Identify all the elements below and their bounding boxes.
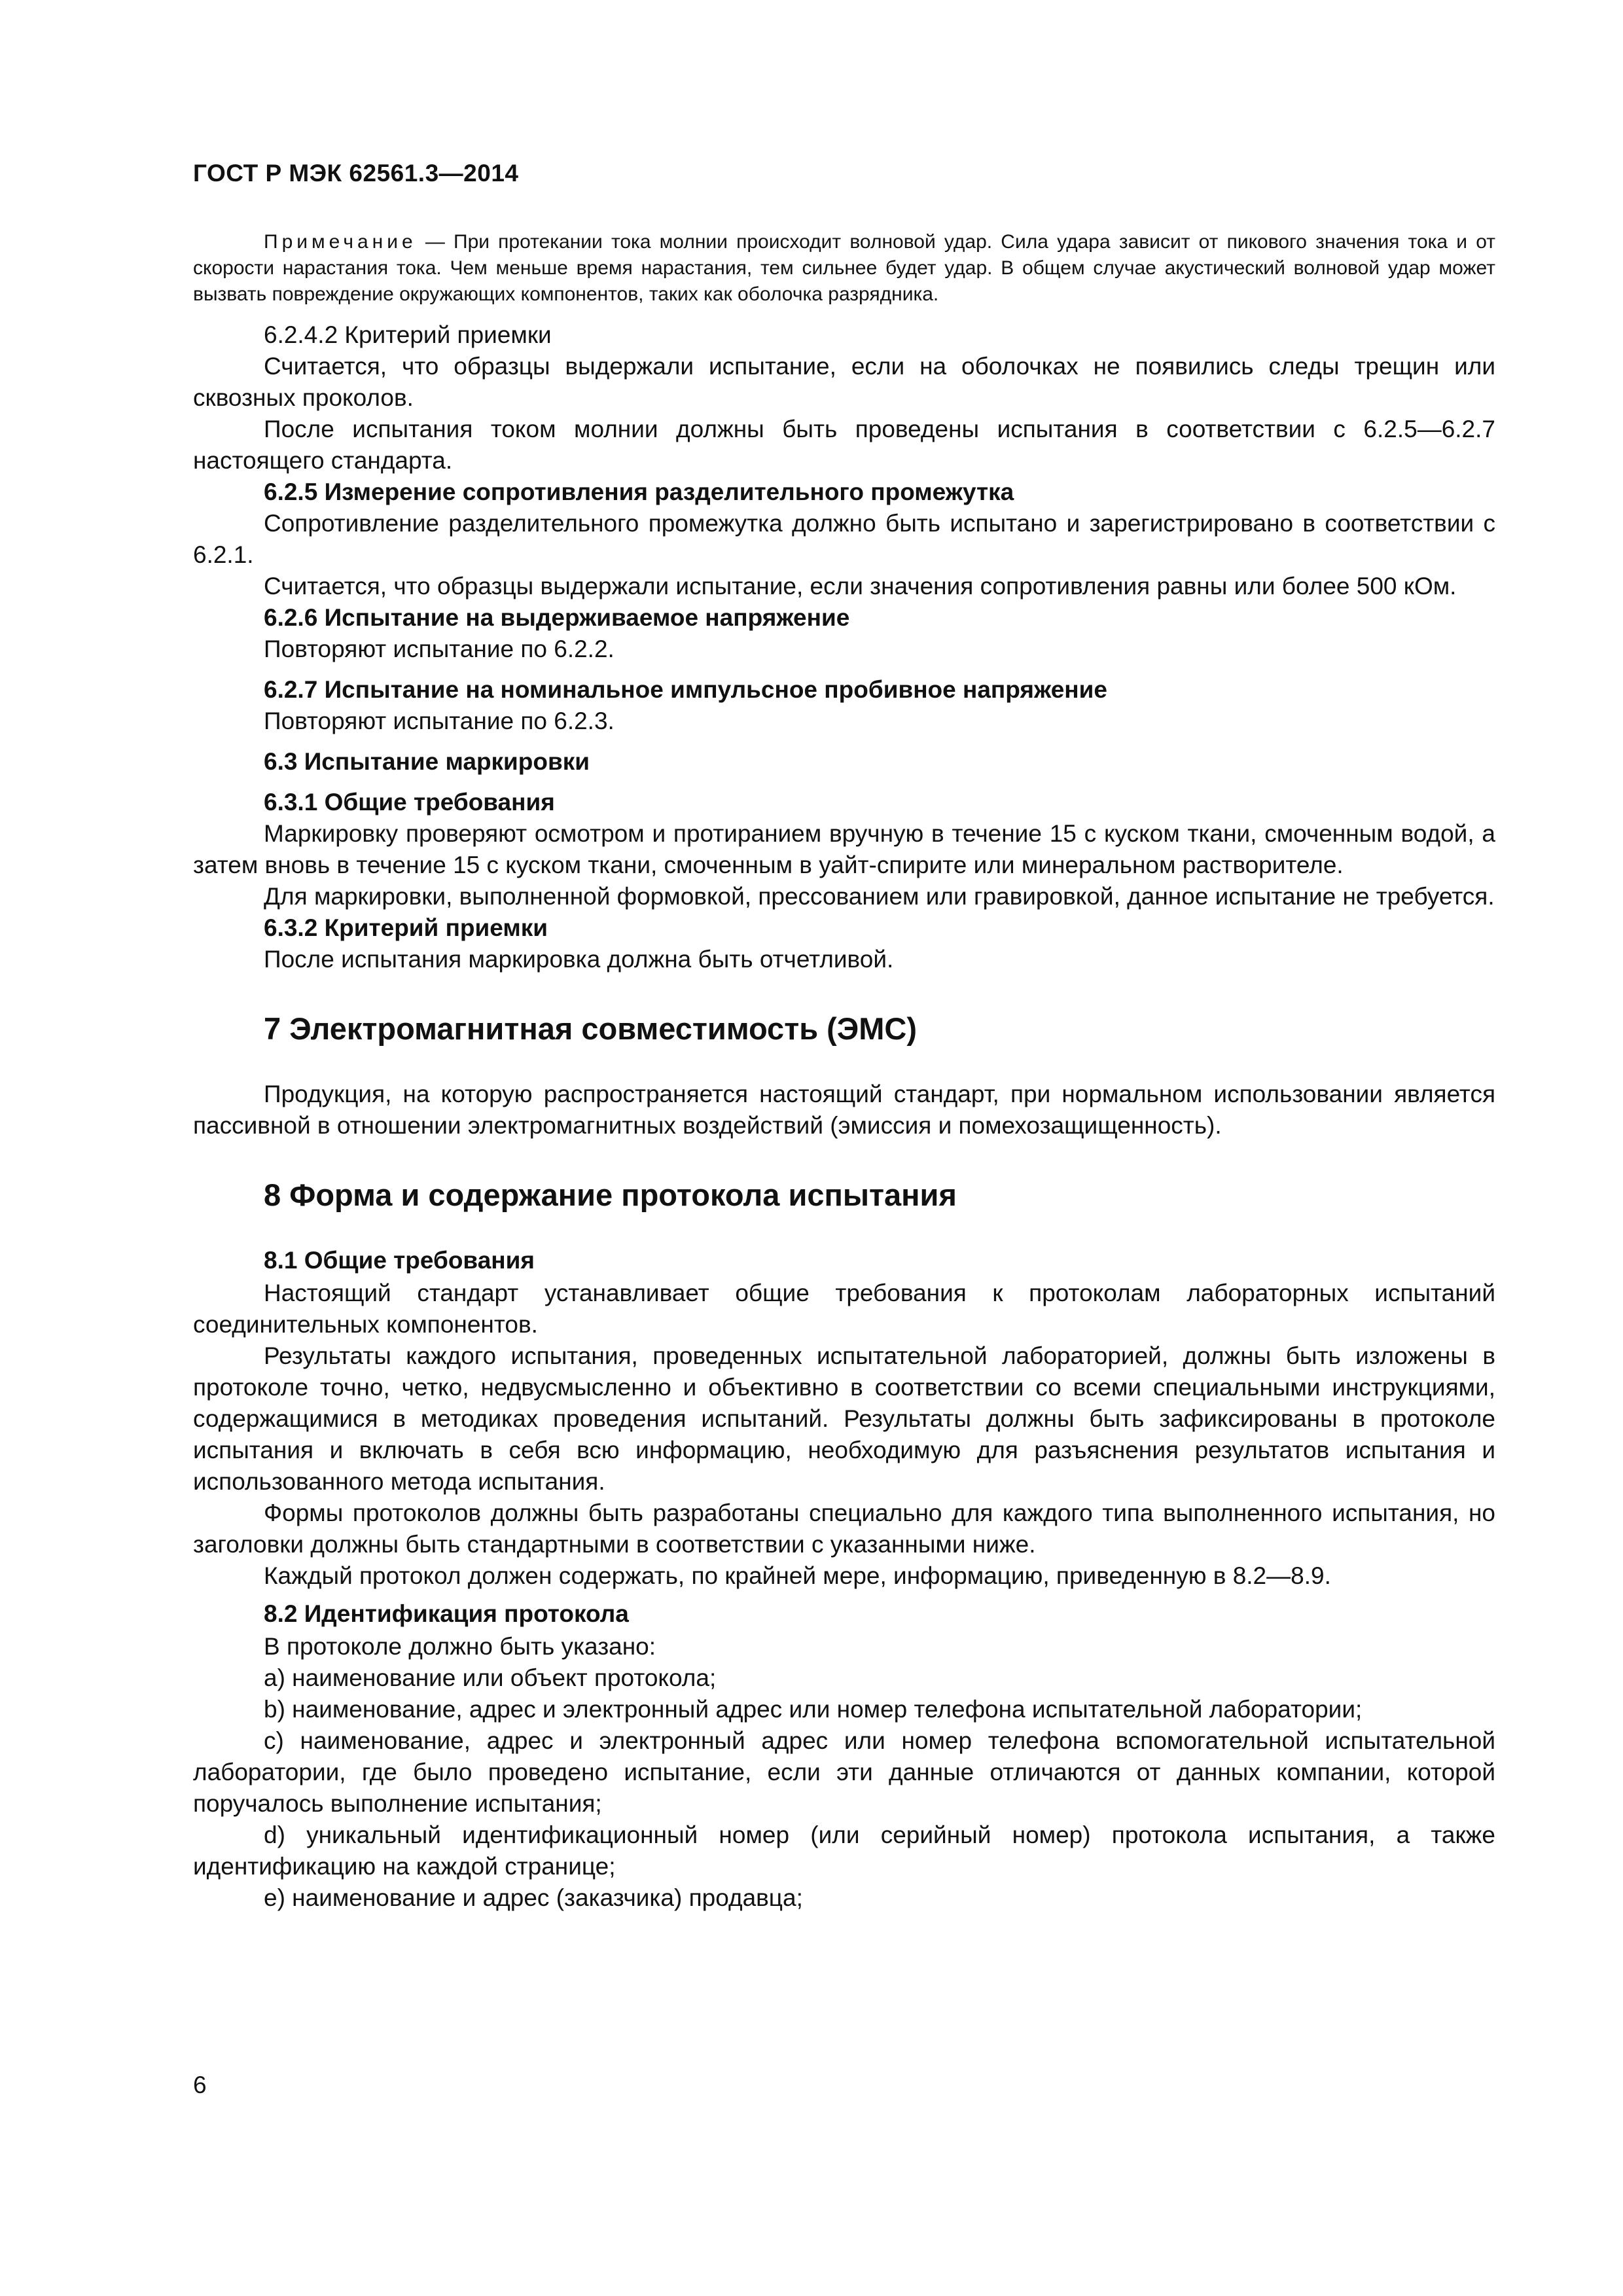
section-8-2-title: 8.2 Идентификация протокола	[264, 1600, 629, 1627]
section-6-3-2-p1: После испытания маркировка должна быть отчетливой.	[264, 946, 894, 973]
section-8-1-p2: Результаты каждого испытания, проведенных испытательной лабораторией, должны быть изложены в протоколе точно, четко, недвусмысленно и объективно в соответствии со всеми специальными инструкциями, содержащимися в методиках проведения испытаний. Результаты должны быть зафиксированы в протоколе испытания и включать в себя всю информацию, необходимую для разъяснения результатов испытания и использованного метода испытания.	[193, 1342, 1495, 1495]
page-header: ГОСТ Р МЭК 62561.3—2014	[193, 160, 519, 187]
note-paragraph	[193, 229, 1495, 308]
section-6-2-4-2-p1: Считается, что образцы выдержали испытание, если на оболочках не появились следы трещин или сквозных проколов.	[193, 353, 1495, 411]
section-6-2-6-title: 6.2.6 Испытание на выдерживаемое напряжение	[264, 604, 850, 631]
section-6-3-1-p2: Для маркировки, выполненной формовкой, прессованием или гравировкой, данное испытание не требуется.	[264, 883, 1495, 910]
section-7-title: 7 Электромагнитная совместимость (ЭМС)	[264, 1011, 917, 1046]
section-6-3-1-p1: Маркировку проверяют осмотром и протиранием вручную в течение 15 с куском ткани, смоченным водой, а затем вновь в течение 15 с куском ткани, смоченным в уайт-спирите или минеральном растворителе.	[193, 820, 1495, 878]
section-8-1-p4: Каждый протокол должен содержать, по крайней мере, информацию, приведенную в 8.2—8.9.	[264, 1562, 1331, 1589]
section-6-2-7-title: 6.2.7 Испытание на номинальное импульсное пробивное напряжение	[264, 676, 1107, 703]
note-text: — При протекании тока молнии происходит волновой удар. Сила удара зависит от пикового значения тока и от скорости нарастания тока. Чем меньше время нарастания, тем сильнее будет удар. В общем случае акустический волновой удар может вызвать повреждение окружающих компонентов, таких как оболочка разрядника.	[193, 231, 1495, 305]
section-6-2-5-title: 6.2.5 Измерение сопротивления разделительного промежутка	[264, 478, 1014, 505]
section-8-title: 8 Форма и содержание протокола испытания	[264, 1177, 957, 1212]
section-6-2-6-p1: Повторяют испытание по 6.2.2.	[264, 636, 615, 662]
section-6-2-7-p1: Повторяют испытание по 6.2.3.	[264, 708, 615, 734]
list-item: e) наименование и адрес (заказчика) продавца;	[264, 1884, 803, 1911]
section-7-p1: Продукция, на которую распространяется настоящий стандарт, при нормальном использовании является пассивной в отношении электромагнитных воздействий (эмиссия и помехозащищенность).	[193, 1081, 1495, 1139]
section-6-2-4-2-title: 6.2.4.2 Критерий приемки	[264, 321, 552, 348]
list-item: b) наименование, адрес и электронный адрес или номер телефона испытательной лаборатории;	[264, 1696, 1363, 1723]
section-8-1-title: 8.1 Общие требования	[264, 1247, 535, 1274]
page-number: 6	[193, 2072, 207, 2098]
section-8-1-p1: Настоящий стандарт устанавливает общие требования к протоколам лабораторных испытаний соединительных компонентов.	[193, 1280, 1495, 1338]
section-6-2-4-2-p2: После испытания током молнии должны быть проведены испытания в соответствии с 6.2.5—6.2.7 настоящего стандарта.	[193, 416, 1495, 474]
section-8-1-p3: Формы протоколов должны быть разработаны специально для каждого типа выполненного испытания, но заголовки должны быть стандартными в соответствии с указанными ниже.	[193, 1499, 1495, 1558]
section-6-2-5-p1: Сопротивление разделительного промежутка должно быть испытано и зарегистрировано в соответствии с 6.2.1.	[193, 510, 1495, 568]
section-6-3-title: 6.3 Испытание маркировки	[264, 748, 590, 775]
section-6-2-5-p2: Считается, что образцы выдержали испытание, если значения сопротивления равны или более 500 кОм.	[264, 573, 1457, 600]
section-8-2-intro: В протоколе должно быть указано:	[264, 1633, 656, 1660]
section-6-3-2-title: 6.3.2 Критерий приемки	[264, 914, 548, 941]
section-6-3-1-title: 6.3.1 Общие требования	[264, 789, 555, 816]
note-label: Примечание	[264, 231, 417, 253]
list-item: a) наименование или объект протокола;	[264, 1664, 717, 1691]
list-item: d) уникальный идентификационный номер (или серийный номер) протокола испытания, а также идентификацию на каждой странице;	[193, 1821, 1495, 1880]
page-content	[193, 229, 1495, 1914]
list-item: c) наименование, адрес и электронный адрес или номер телефона вспомогательной испытательной лаборатории, где было проведено испытание, если эти данные отличаются от данных компании, которой поручалось выполнение испытания;	[193, 1727, 1495, 1817]
